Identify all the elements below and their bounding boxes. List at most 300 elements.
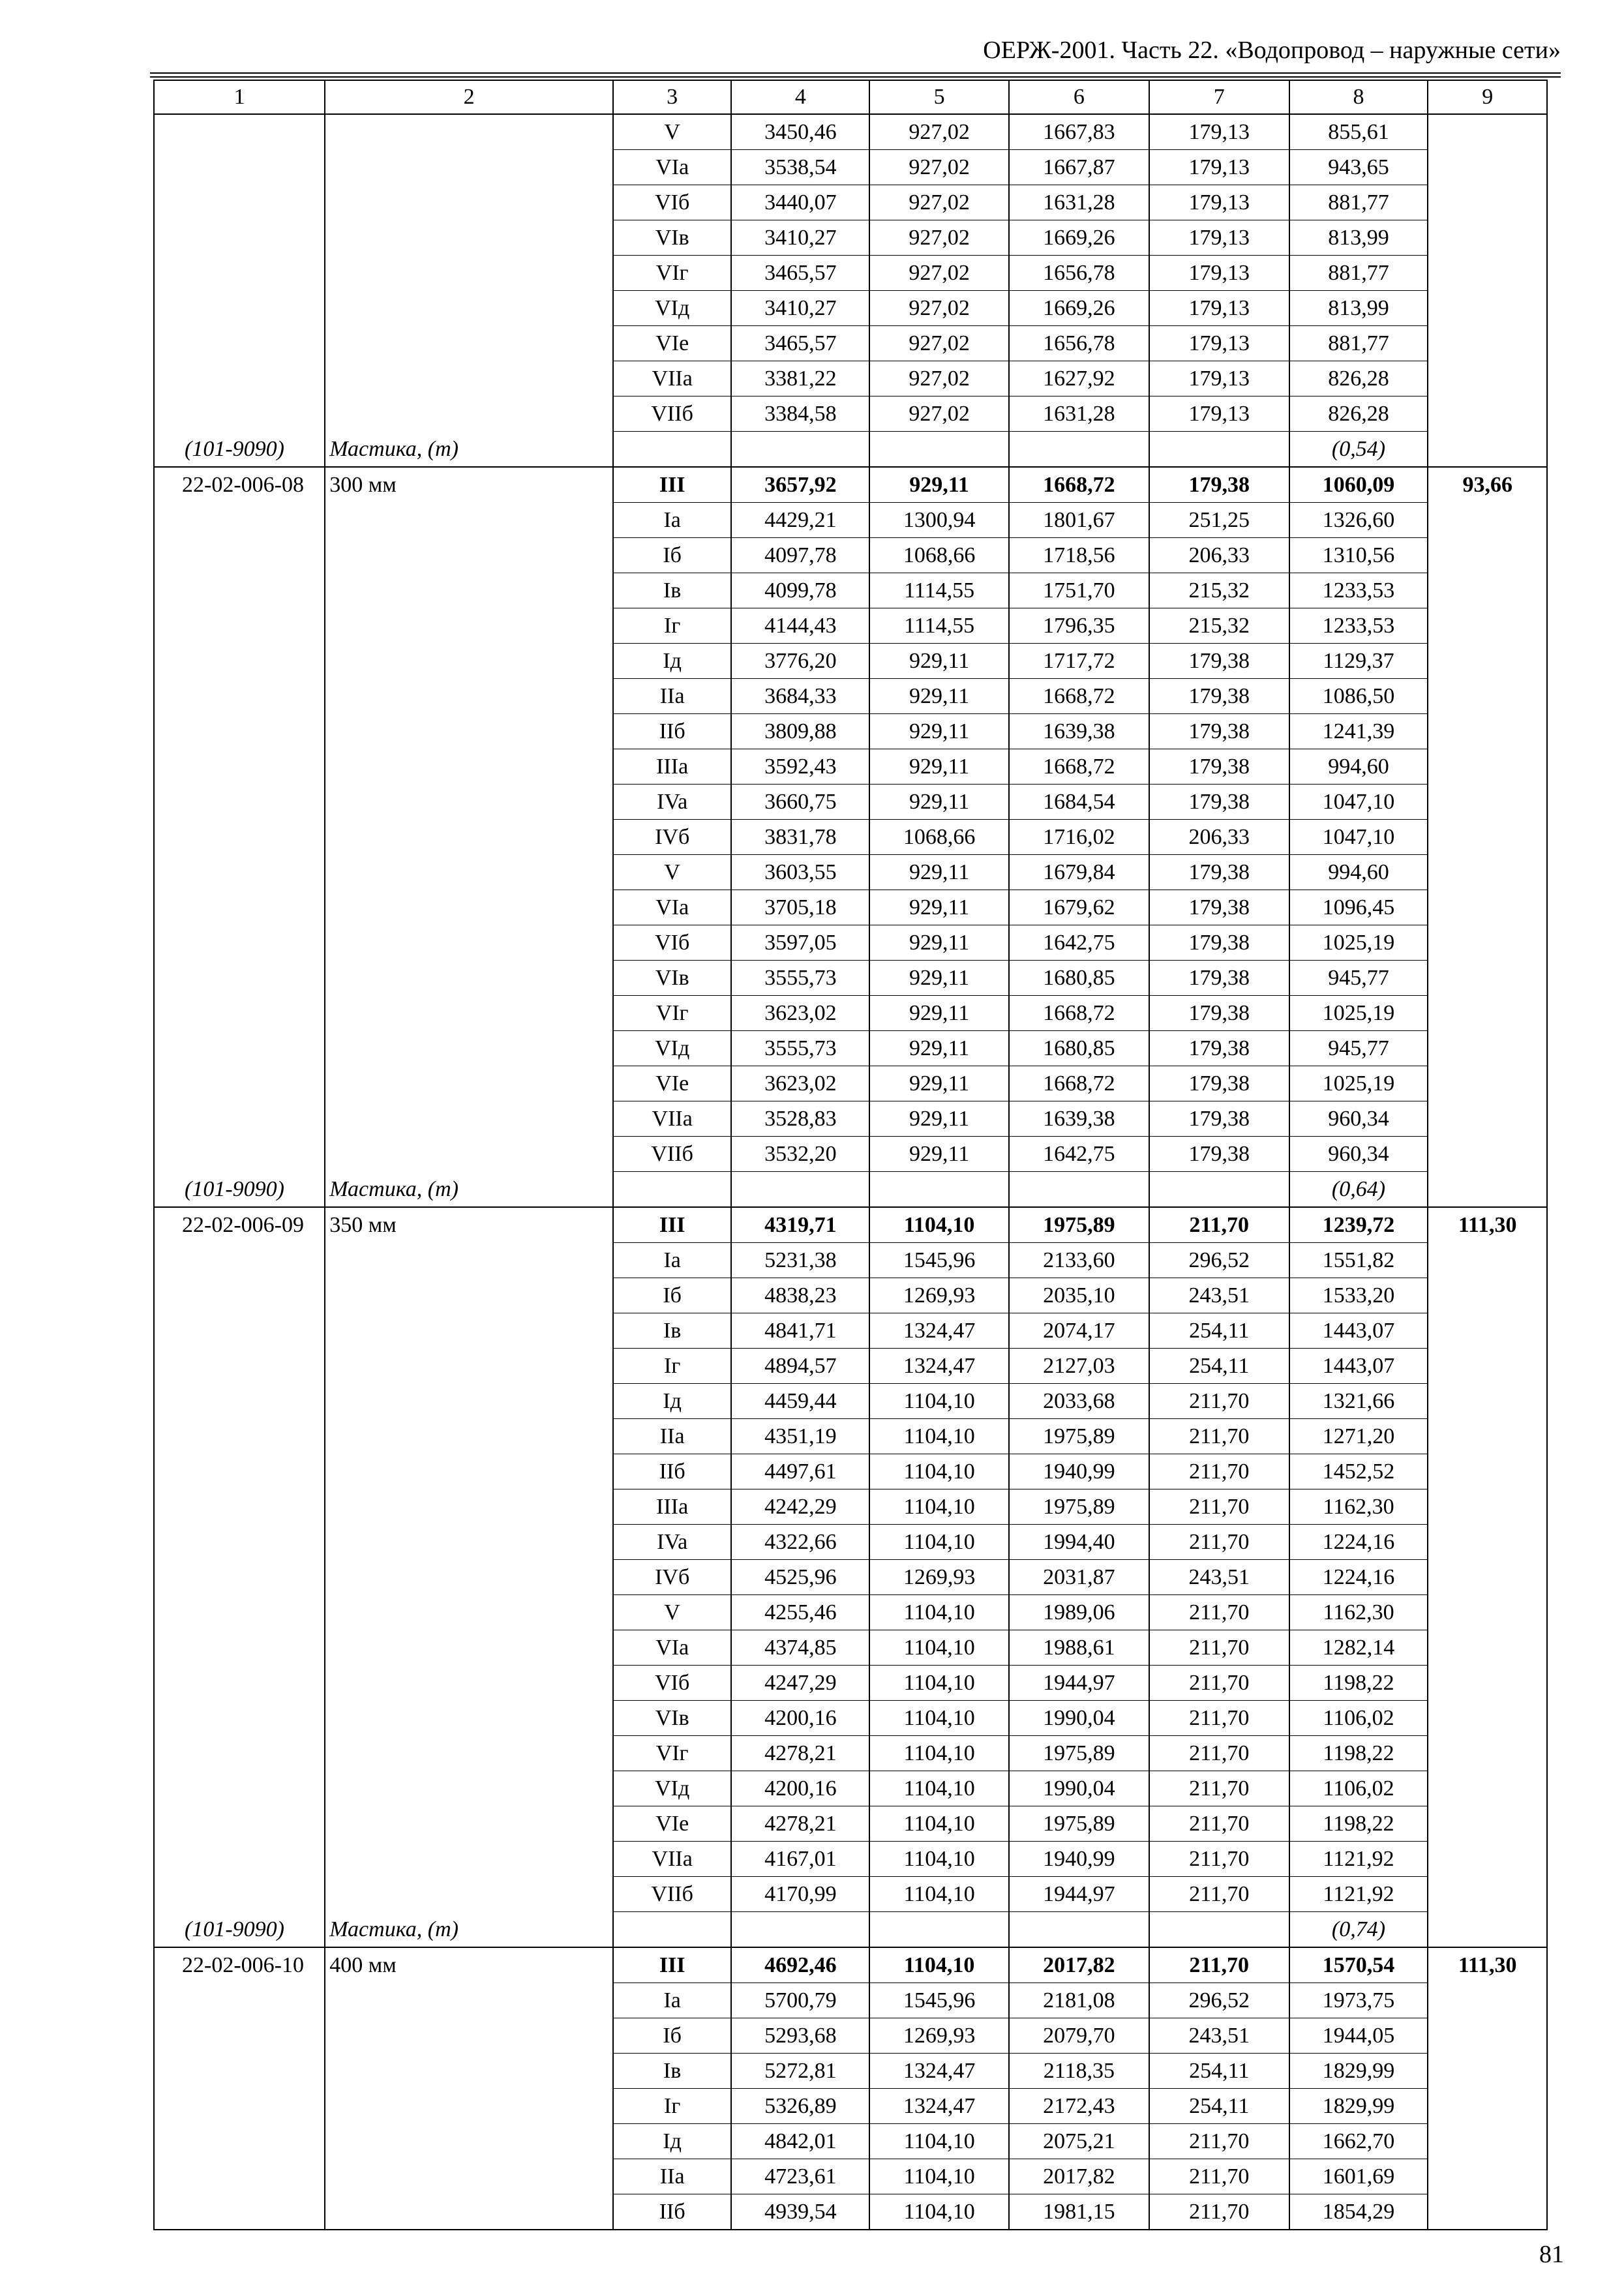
value-col7: 179,38 — [1149, 1031, 1289, 1066]
value-col6: 1668,72 — [1009, 467, 1149, 503]
empty-cell — [1428, 326, 1547, 361]
material-code: (101-9090) — [185, 436, 284, 461]
value-col6: 2017,82 — [1009, 1947, 1149, 1983]
value-col6: 1940,99 — [1009, 1842, 1149, 1877]
value-col7: 179,38 — [1149, 961, 1289, 996]
table-row — [154, 1666, 1547, 1701]
empty-cell — [1428, 2054, 1547, 2089]
value-col6: 1631,28 — [1009, 396, 1149, 432]
empty-cell — [154, 503, 325, 538]
value-col6: 2079,70 — [1009, 2018, 1149, 2054]
empty-cell — [325, 679, 613, 714]
value-col6: 1981,15 — [1009, 2194, 1149, 2230]
empty-cell — [325, 503, 613, 538]
material-ref — [154, 432, 325, 468]
empty-cell — [154, 1454, 325, 1489]
region-cell: V — [613, 114, 732, 150]
value-col8: 881,77 — [1289, 256, 1428, 291]
empty-cell — [325, 1525, 613, 1560]
table-row — [154, 1137, 1547, 1172]
column-header: 1 — [154, 80, 325, 114]
value-col4: 3538,54 — [731, 150, 869, 185]
value-col6: 1751,70 — [1009, 573, 1149, 608]
value-col5: 1104,10 — [869, 1771, 1009, 1806]
value-col4: 3603,55 — [731, 855, 869, 890]
empty-cell — [325, 1278, 613, 1313]
empty-cell — [869, 432, 1009, 468]
table-row — [154, 961, 1547, 996]
value-col5: 1114,55 — [869, 573, 1009, 608]
column-header: 8 — [1289, 80, 1428, 114]
region-cell: VIIб — [613, 1137, 732, 1172]
empty-cell — [1428, 679, 1547, 714]
value-col5: 929,11 — [869, 1031, 1009, 1066]
empty-cell — [1428, 608, 1547, 644]
empty-cell — [1428, 1771, 1547, 1806]
value-col7: 179,38 — [1149, 1101, 1289, 1137]
material-amount: (0,74) — [1289, 1912, 1428, 1948]
value-col4: 4167,01 — [731, 1842, 869, 1877]
empty-cell — [154, 1349, 325, 1384]
value-col8: 1106,02 — [1289, 1701, 1428, 1736]
value-col7: 211,70 — [1149, 2159, 1289, 2194]
empty-cell — [154, 1736, 325, 1771]
region-cell: VIв — [613, 961, 732, 996]
value-col7: 211,70 — [1149, 1384, 1289, 1419]
empty-cell — [325, 396, 613, 432]
value-col6: 2127,03 — [1009, 1349, 1149, 1384]
material-amount: (0,54) — [1289, 432, 1428, 468]
empty-cell — [1428, 1137, 1547, 1172]
value-col7: 254,11 — [1149, 1313, 1289, 1349]
empty-cell — [154, 855, 325, 890]
header-rule — [150, 72, 1561, 74]
value-col7: 179,38 — [1149, 855, 1289, 890]
empty-cell — [325, 1349, 613, 1384]
empty-cell — [325, 114, 613, 150]
region-cell: Iд — [613, 2124, 732, 2159]
value-col4: 3592,43 — [731, 749, 869, 785]
value-col6: 1989,06 — [1009, 1595, 1149, 1630]
value-col6: 1975,89 — [1009, 1207, 1149, 1243]
value-col8: 1533,20 — [1289, 1278, 1428, 1313]
empty-cell — [154, 679, 325, 714]
table-row — [154, 1384, 1547, 1419]
value-col6: 1940,99 — [1009, 1454, 1149, 1489]
table-row — [154, 538, 1547, 573]
empty-cell — [1428, 749, 1547, 785]
value-col8: 855,61 — [1289, 114, 1428, 150]
region-cell: Ia — [613, 1983, 732, 2018]
region-cell: Iв — [613, 1313, 732, 1349]
material-ref — [154, 1172, 325, 1208]
column-header: 7 — [1149, 80, 1289, 114]
material-row — [154, 1172, 1547, 1208]
empty-cell — [325, 1736, 613, 1771]
table-row — [154, 1947, 1547, 1983]
table-row — [154, 1595, 1547, 1630]
value-col7: 211,70 — [1149, 1736, 1289, 1771]
region-cell: Iв — [613, 2054, 732, 2089]
table-row — [154, 185, 1547, 220]
empty-cell — [1428, 1419, 1547, 1454]
value-col5: 929,11 — [869, 1137, 1009, 1172]
empty-cell — [325, 820, 613, 855]
table-row — [154, 996, 1547, 1031]
value-col6: 1975,89 — [1009, 1806, 1149, 1842]
empty-cell — [325, 855, 613, 890]
value-col8: 1551,82 — [1289, 1243, 1428, 1278]
region-cell: VIe — [613, 1066, 732, 1101]
value-col7: 179,13 — [1149, 396, 1289, 432]
value-col5: 927,02 — [869, 114, 1009, 150]
region-cell: VIe — [613, 326, 732, 361]
empty-cell — [154, 1560, 325, 1595]
region-cell: Iд — [613, 644, 732, 679]
empty-cell — [325, 291, 613, 326]
empty-cell — [1428, 1912, 1547, 1948]
value-col7: 206,33 — [1149, 538, 1289, 573]
empty-cell — [1428, 1630, 1547, 1666]
empty-cell — [325, 1983, 613, 2018]
empty-cell — [154, 185, 325, 220]
value-col8: 943,65 — [1289, 150, 1428, 185]
value-col7: 206,33 — [1149, 820, 1289, 855]
value-col8: 960,34 — [1289, 1137, 1428, 1172]
empty-cell — [154, 291, 325, 326]
table-row — [154, 2054, 1547, 2089]
value-col6: 1684,54 — [1009, 785, 1149, 820]
empty-cell — [1428, 432, 1547, 468]
empty-cell — [154, 820, 325, 855]
value-col8: 945,77 — [1289, 961, 1428, 996]
value-col4: 3684,33 — [731, 679, 869, 714]
header-rule-double — [150, 76, 1561, 78]
value-col4: 4374,85 — [731, 1630, 869, 1666]
empty-cell — [154, 1806, 325, 1842]
table-row — [154, 573, 1547, 608]
empty-cell — [154, 1595, 325, 1630]
region-cell: VIв — [613, 220, 732, 256]
empty-cell — [154, 1877, 325, 1912]
empty-cell — [154, 150, 325, 185]
value-col4: 4692,46 — [731, 1947, 869, 1983]
column-header: 6 — [1009, 80, 1149, 114]
value-col5: 929,11 — [869, 1066, 1009, 1101]
column-number-row — [154, 80, 1547, 114]
value-col9: 93,66 — [1428, 467, 1547, 503]
value-col6: 1656,78 — [1009, 326, 1149, 361]
value-col4: 3465,57 — [731, 326, 869, 361]
value-col4: 4459,44 — [731, 1384, 869, 1419]
rate-name: 300 мм — [325, 467, 613, 503]
rate-code — [154, 467, 325, 503]
value-col8: 881,77 — [1289, 185, 1428, 220]
value-col6: 1667,87 — [1009, 150, 1149, 185]
value-col7: 179,38 — [1149, 1066, 1289, 1101]
value-col5: 927,02 — [869, 326, 1009, 361]
value-col7: 179,13 — [1149, 361, 1289, 396]
table-row — [154, 256, 1547, 291]
table-row — [154, 925, 1547, 961]
value-col4: 4841,71 — [731, 1313, 869, 1349]
value-col5: 1104,10 — [869, 1384, 1009, 1419]
value-col7: 211,70 — [1149, 1666, 1289, 1701]
value-col5: 1324,47 — [869, 1313, 1009, 1349]
value-col6: 1668,72 — [1009, 679, 1149, 714]
page-number: 81 — [1539, 2241, 1564, 2268]
region-cell: IIIa — [613, 749, 732, 785]
table-row — [154, 608, 1547, 644]
value-col7: 211,70 — [1149, 2194, 1289, 2230]
value-col4: 3597,05 — [731, 925, 869, 961]
empty-cell — [1428, 1842, 1547, 1877]
empty-cell — [325, 2159, 613, 2194]
value-col7: 179,13 — [1149, 326, 1289, 361]
empty-cell — [325, 1384, 613, 1419]
region-cell: IIIa — [613, 1489, 732, 1525]
material-row — [154, 1912, 1547, 1948]
value-col4: 5700,79 — [731, 1983, 869, 2018]
empty-cell — [325, 1313, 613, 1349]
value-col5: 929,11 — [869, 644, 1009, 679]
table-row — [154, 1842, 1547, 1877]
empty-cell — [154, 538, 325, 573]
empty-cell — [1149, 432, 1289, 468]
value-col7: 179,38 — [1149, 749, 1289, 785]
value-col6: 2017,82 — [1009, 2159, 1149, 2194]
value-col7: 211,70 — [1149, 1454, 1289, 1489]
value-col5: 929,11 — [869, 714, 1009, 749]
value-col4: 4723,61 — [731, 2159, 869, 2194]
value-col8: 1162,30 — [1289, 1489, 1428, 1525]
table-row — [154, 1313, 1547, 1349]
empty-cell — [1428, 538, 1547, 573]
empty-cell — [1428, 1454, 1547, 1489]
empty-cell — [613, 1912, 732, 1948]
value-col6: 1975,89 — [1009, 1489, 1149, 1525]
empty-cell — [325, 749, 613, 785]
empty-cell — [1428, 890, 1547, 925]
region-cell: III — [613, 1207, 732, 1243]
empty-cell — [1009, 1172, 1149, 1208]
value-col7: 243,51 — [1149, 1278, 1289, 1313]
empty-cell — [1428, 573, 1547, 608]
value-col5: 1324,47 — [869, 2054, 1009, 2089]
value-col6: 2033,68 — [1009, 1384, 1149, 1419]
value-col4: 3528,83 — [731, 1101, 869, 1137]
value-col8: 1106,02 — [1289, 1771, 1428, 1806]
value-col8: 826,28 — [1289, 396, 1428, 432]
table-row — [154, 1278, 1547, 1313]
value-col6: 1944,97 — [1009, 1666, 1149, 1701]
table-row — [154, 1454, 1547, 1489]
value-col7: 211,70 — [1149, 2124, 1289, 2159]
value-col5: 1104,10 — [869, 1207, 1009, 1243]
value-col5: 929,11 — [869, 1101, 1009, 1137]
value-col8: 994,60 — [1289, 749, 1428, 785]
empty-cell — [325, 573, 613, 608]
value-col8: 1854,29 — [1289, 2194, 1428, 2230]
table-row — [154, 2194, 1547, 2230]
empty-cell — [154, 2018, 325, 2054]
value-col7: 215,32 — [1149, 573, 1289, 608]
value-col5: 929,11 — [869, 925, 1009, 961]
region-cell: Iг — [613, 2089, 732, 2124]
empty-cell — [154, 1137, 325, 1172]
value-col7: 179,38 — [1149, 679, 1289, 714]
empty-cell — [154, 2159, 325, 2194]
value-col4: 4278,21 — [731, 1806, 869, 1842]
region-cell: Iв — [613, 573, 732, 608]
value-col4: 4838,23 — [731, 1278, 869, 1313]
empty-cell — [731, 432, 869, 468]
rate-name: 400 мм — [325, 1947, 613, 1983]
region-cell: IVa — [613, 785, 732, 820]
value-col8: 960,34 — [1289, 1101, 1428, 1137]
empty-cell — [325, 1842, 613, 1877]
empty-cell — [1149, 1172, 1289, 1208]
table-row — [154, 1877, 1547, 1912]
empty-cell — [154, 361, 325, 396]
value-col4: 4247,29 — [731, 1666, 869, 1701]
value-col8: 1224,16 — [1289, 1525, 1428, 1560]
value-col8: 1973,75 — [1289, 1983, 1428, 2018]
empty-cell — [325, 890, 613, 925]
value-col6: 1642,75 — [1009, 925, 1149, 961]
empty-cell — [325, 2018, 613, 2054]
empty-cell — [325, 1595, 613, 1630]
value-col6: 1668,72 — [1009, 1066, 1149, 1101]
empty-cell — [325, 2054, 613, 2089]
value-col7: 179,38 — [1149, 996, 1289, 1031]
empty-cell — [325, 714, 613, 749]
empty-cell — [613, 1172, 732, 1208]
value-col4: 3660,75 — [731, 785, 869, 820]
value-col4: 4200,16 — [731, 1771, 869, 1806]
value-col6: 1627,92 — [1009, 361, 1149, 396]
value-col5: 1104,10 — [869, 1454, 1009, 1489]
value-col8: 1271,20 — [1289, 1419, 1428, 1454]
empty-cell — [154, 1842, 325, 1877]
empty-cell — [1428, 961, 1547, 996]
value-col6: 2035,10 — [1009, 1278, 1149, 1313]
empty-cell — [154, 1384, 325, 1419]
value-col7: 254,11 — [1149, 2089, 1289, 2124]
region-cell: VIa — [613, 150, 732, 185]
table-row — [154, 820, 1547, 855]
price-table — [153, 80, 1548, 2230]
material-code: (101-9090) — [185, 1917, 284, 1941]
region-cell: V — [613, 855, 732, 890]
value-col6: 1975,89 — [1009, 1419, 1149, 1454]
empty-cell — [1428, 714, 1547, 749]
region-cell: Ia — [613, 1243, 732, 1278]
value-col8: 826,28 — [1289, 361, 1428, 396]
empty-cell — [1428, 1172, 1547, 1208]
region-cell: VIг — [613, 996, 732, 1031]
empty-cell — [1428, 1278, 1547, 1313]
value-col5: 929,11 — [869, 785, 1009, 820]
value-col7: 179,13 — [1149, 291, 1289, 326]
material-code: (101-9090) — [185, 1176, 284, 1201]
value-col4: 4429,21 — [731, 503, 869, 538]
empty-cell — [325, 1101, 613, 1137]
value-col6: 2118,35 — [1009, 2054, 1149, 2089]
value-col5: 929,11 — [869, 679, 1009, 714]
value-col5: 1104,10 — [869, 2194, 1009, 2230]
empty-cell — [154, 608, 325, 644]
value-col7: 179,38 — [1149, 785, 1289, 820]
value-col6: 1718,56 — [1009, 538, 1149, 573]
empty-cell — [325, 1877, 613, 1912]
value-col7: 179,38 — [1149, 1137, 1289, 1172]
region-cell: VIд — [613, 291, 732, 326]
value-col4: 4351,19 — [731, 1419, 869, 1454]
material-ref — [154, 1912, 325, 1948]
value-col5: 1269,93 — [869, 1278, 1009, 1313]
value-col7: 215,32 — [1149, 608, 1289, 644]
empty-cell — [325, 256, 613, 291]
value-col6: 1656,78 — [1009, 256, 1149, 291]
empty-cell — [325, 996, 613, 1031]
value-col7: 254,11 — [1149, 2054, 1289, 2089]
empty-cell — [154, 1313, 325, 1349]
empty-cell — [154, 1101, 325, 1137]
value-col8: 1129,37 — [1289, 644, 1428, 679]
region-cell: IVб — [613, 1560, 732, 1595]
material-row — [154, 432, 1547, 468]
material-name: Мастика, (т) — [325, 1172, 613, 1208]
empty-cell — [613, 432, 732, 468]
region-cell: VIIa — [613, 361, 732, 396]
region-cell: IVб — [613, 820, 732, 855]
value-col6: 1717,72 — [1009, 644, 1149, 679]
empty-cell — [1428, 1983, 1547, 2018]
value-col8: 1601,69 — [1289, 2159, 1428, 2194]
empty-cell — [869, 1912, 1009, 1948]
empty-cell — [154, 1983, 325, 2018]
value-col5: 1104,10 — [869, 1947, 1009, 1983]
empty-cell — [1428, 2159, 1547, 2194]
table-row — [154, 467, 1547, 503]
empty-cell — [1428, 1806, 1547, 1842]
empty-cell — [1428, 1701, 1547, 1736]
value-col4: 3555,73 — [731, 961, 869, 996]
value-col6: 2181,08 — [1009, 1983, 1149, 2018]
value-col7: 179,13 — [1149, 256, 1289, 291]
value-col4: 3555,73 — [731, 1031, 869, 1066]
empty-cell — [1428, 396, 1547, 432]
value-col8: 1326,60 — [1289, 503, 1428, 538]
rate-code-text: 22-02-006-08 — [182, 473, 304, 498]
empty-cell — [154, 1031, 325, 1066]
running-header: ОЕРЖ-2001. Часть 22. «Водопровод – наружные сети» — [983, 37, 1561, 64]
material-name: Мастика, (т) — [325, 432, 613, 468]
value-col4: 4939,54 — [731, 2194, 869, 2230]
region-cell: Iб — [613, 538, 732, 573]
region-cell: VIIa — [613, 1101, 732, 1137]
table-row — [154, 679, 1547, 714]
value-col5: 1104,10 — [869, 1666, 1009, 1701]
region-cell: IIa — [613, 1419, 732, 1454]
value-col8: 1233,53 — [1289, 573, 1428, 608]
value-col7: 179,38 — [1149, 644, 1289, 679]
empty-cell — [1009, 1912, 1149, 1948]
value-col4: 3831,78 — [731, 820, 869, 855]
value-col4: 4170,99 — [731, 1877, 869, 1912]
empty-cell — [1428, 1101, 1547, 1137]
